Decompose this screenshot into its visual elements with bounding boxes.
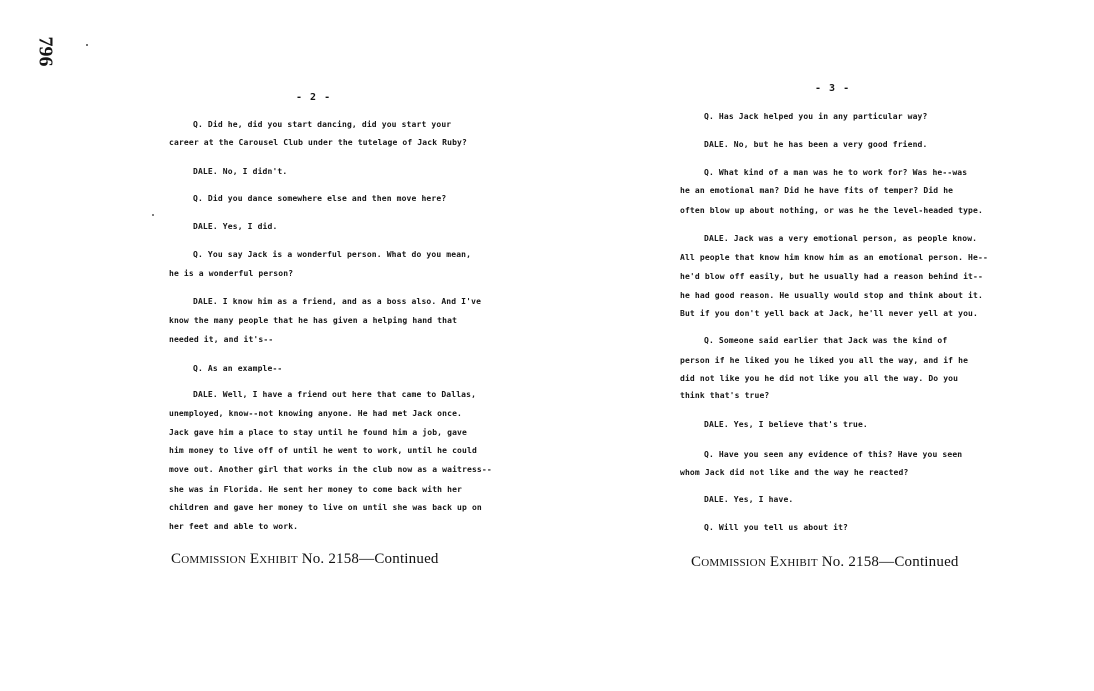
transcript-line: think that's true? <box>680 391 770 400</box>
transcript-line: unemployed, know--not knowing anyone. He had met Jack once. <box>169 409 463 418</box>
transcript-line: DALE. I know him as a friend, and as a boss also. And I've <box>193 297 482 306</box>
transcript-line: him money to live off of until he went to work, until he could <box>169 446 477 455</box>
transcript-line: Q. What kind of a man was he to work for? Was he--was <box>704 168 968 177</box>
transcript-line: DALE. Yes, I did. <box>193 222 278 231</box>
caption-prefix: Commission Exhibit <box>171 551 298 567</box>
transcript-line: he an emotional man? Did he have fits of temper? Did he <box>680 186 954 195</box>
transcript-line: Q. Will you tell us about it? <box>704 523 849 532</box>
transcript-line: Q. Has Jack helped you in any particular way? <box>704 112 928 121</box>
transcript-line: her feet and able to work. <box>169 522 299 531</box>
transcript-line: did not like you he did not like you all the way. Do you <box>680 374 959 383</box>
transcript-line: DALE. Yes, I have. <box>704 495 794 504</box>
transcript-line: DALE. Well, I have a friend out here that came to Dallas, <box>193 390 477 399</box>
transcript-line: DALE. Jack was a very emotional person, as people know. <box>704 234 978 243</box>
transcript-line: But if you don't yell back at Jack, he'll never yell at you. <box>680 309 978 318</box>
transcript-line: person if he liked you he liked you all the way, and if he <box>680 356 969 365</box>
caption-prefix: Commission Exhibit <box>691 554 818 570</box>
transcript-line: she was in Florida. He sent her money to come back with her <box>169 485 463 494</box>
transcript-line: All people that know him know him as an emotional person. He-- <box>680 253 988 262</box>
transcript-line: Q. Have you seen any evidence of this? Have you seen <box>704 450 963 459</box>
side-page-number: 796 <box>34 36 57 67</box>
transcript-line: Q. Someone said earlier that Jack was the kind of <box>704 336 948 345</box>
right-exhibit-caption <box>691 554 959 571</box>
left-exhibit-caption <box>171 551 439 568</box>
transcript-line: Q. As an example-- <box>193 364 283 373</box>
caption-rest: No. 2158—Continued <box>821 554 959 570</box>
scan-speck <box>152 214 154 216</box>
transcript-line: career at the Carousel Club under the tutelage of Jack Ruby? <box>169 138 467 147</box>
transcript-line: needed it, and it's-- <box>169 335 274 344</box>
transcript-line: DALE. Yes, I believe that's true. <box>704 420 868 429</box>
transcript-line: Jack gave him a place to stay until he found him a job, gave <box>169 428 467 437</box>
left-page-number: - 2 - <box>296 92 332 103</box>
caption-rest: No. 2158—Continued <box>301 551 439 567</box>
transcript-line: Q. Did you dance somewhere else and then move here? <box>193 194 447 203</box>
transcript-line: he'd blow off easily, but he usually had a reason behind it-- <box>680 272 983 281</box>
transcript-line: Q. You say Jack is a wonderful person. What do you mean, <box>193 250 472 259</box>
transcript-line: know the many people that he has given a helping hand that <box>169 316 458 325</box>
scan-speck <box>86 44 88 46</box>
right-page-number: - 3 - <box>815 83 851 94</box>
transcript-line: he had good reason. He usually would stop and think about it. <box>680 291 983 300</box>
transcript-line: DALE. No, I didn't. <box>193 167 288 176</box>
transcript-line: move out. Another girl that works in the club now as a waitress-- <box>169 465 492 474</box>
transcript-line: DALE. No, but he has been a very good friend. <box>704 140 928 149</box>
transcript-line: he is a wonderful person? <box>169 269 294 278</box>
transcript-line: whom Jack did not like and the way he reacted? <box>680 468 909 477</box>
transcript-line: Q. Did he, did you start dancing, did you start your <box>193 120 452 129</box>
transcript-line: often blow up about nothing, or was he the level-headed type. <box>680 206 983 215</box>
transcript-line: children and gave her money to live on until she was back up on <box>169 503 482 512</box>
